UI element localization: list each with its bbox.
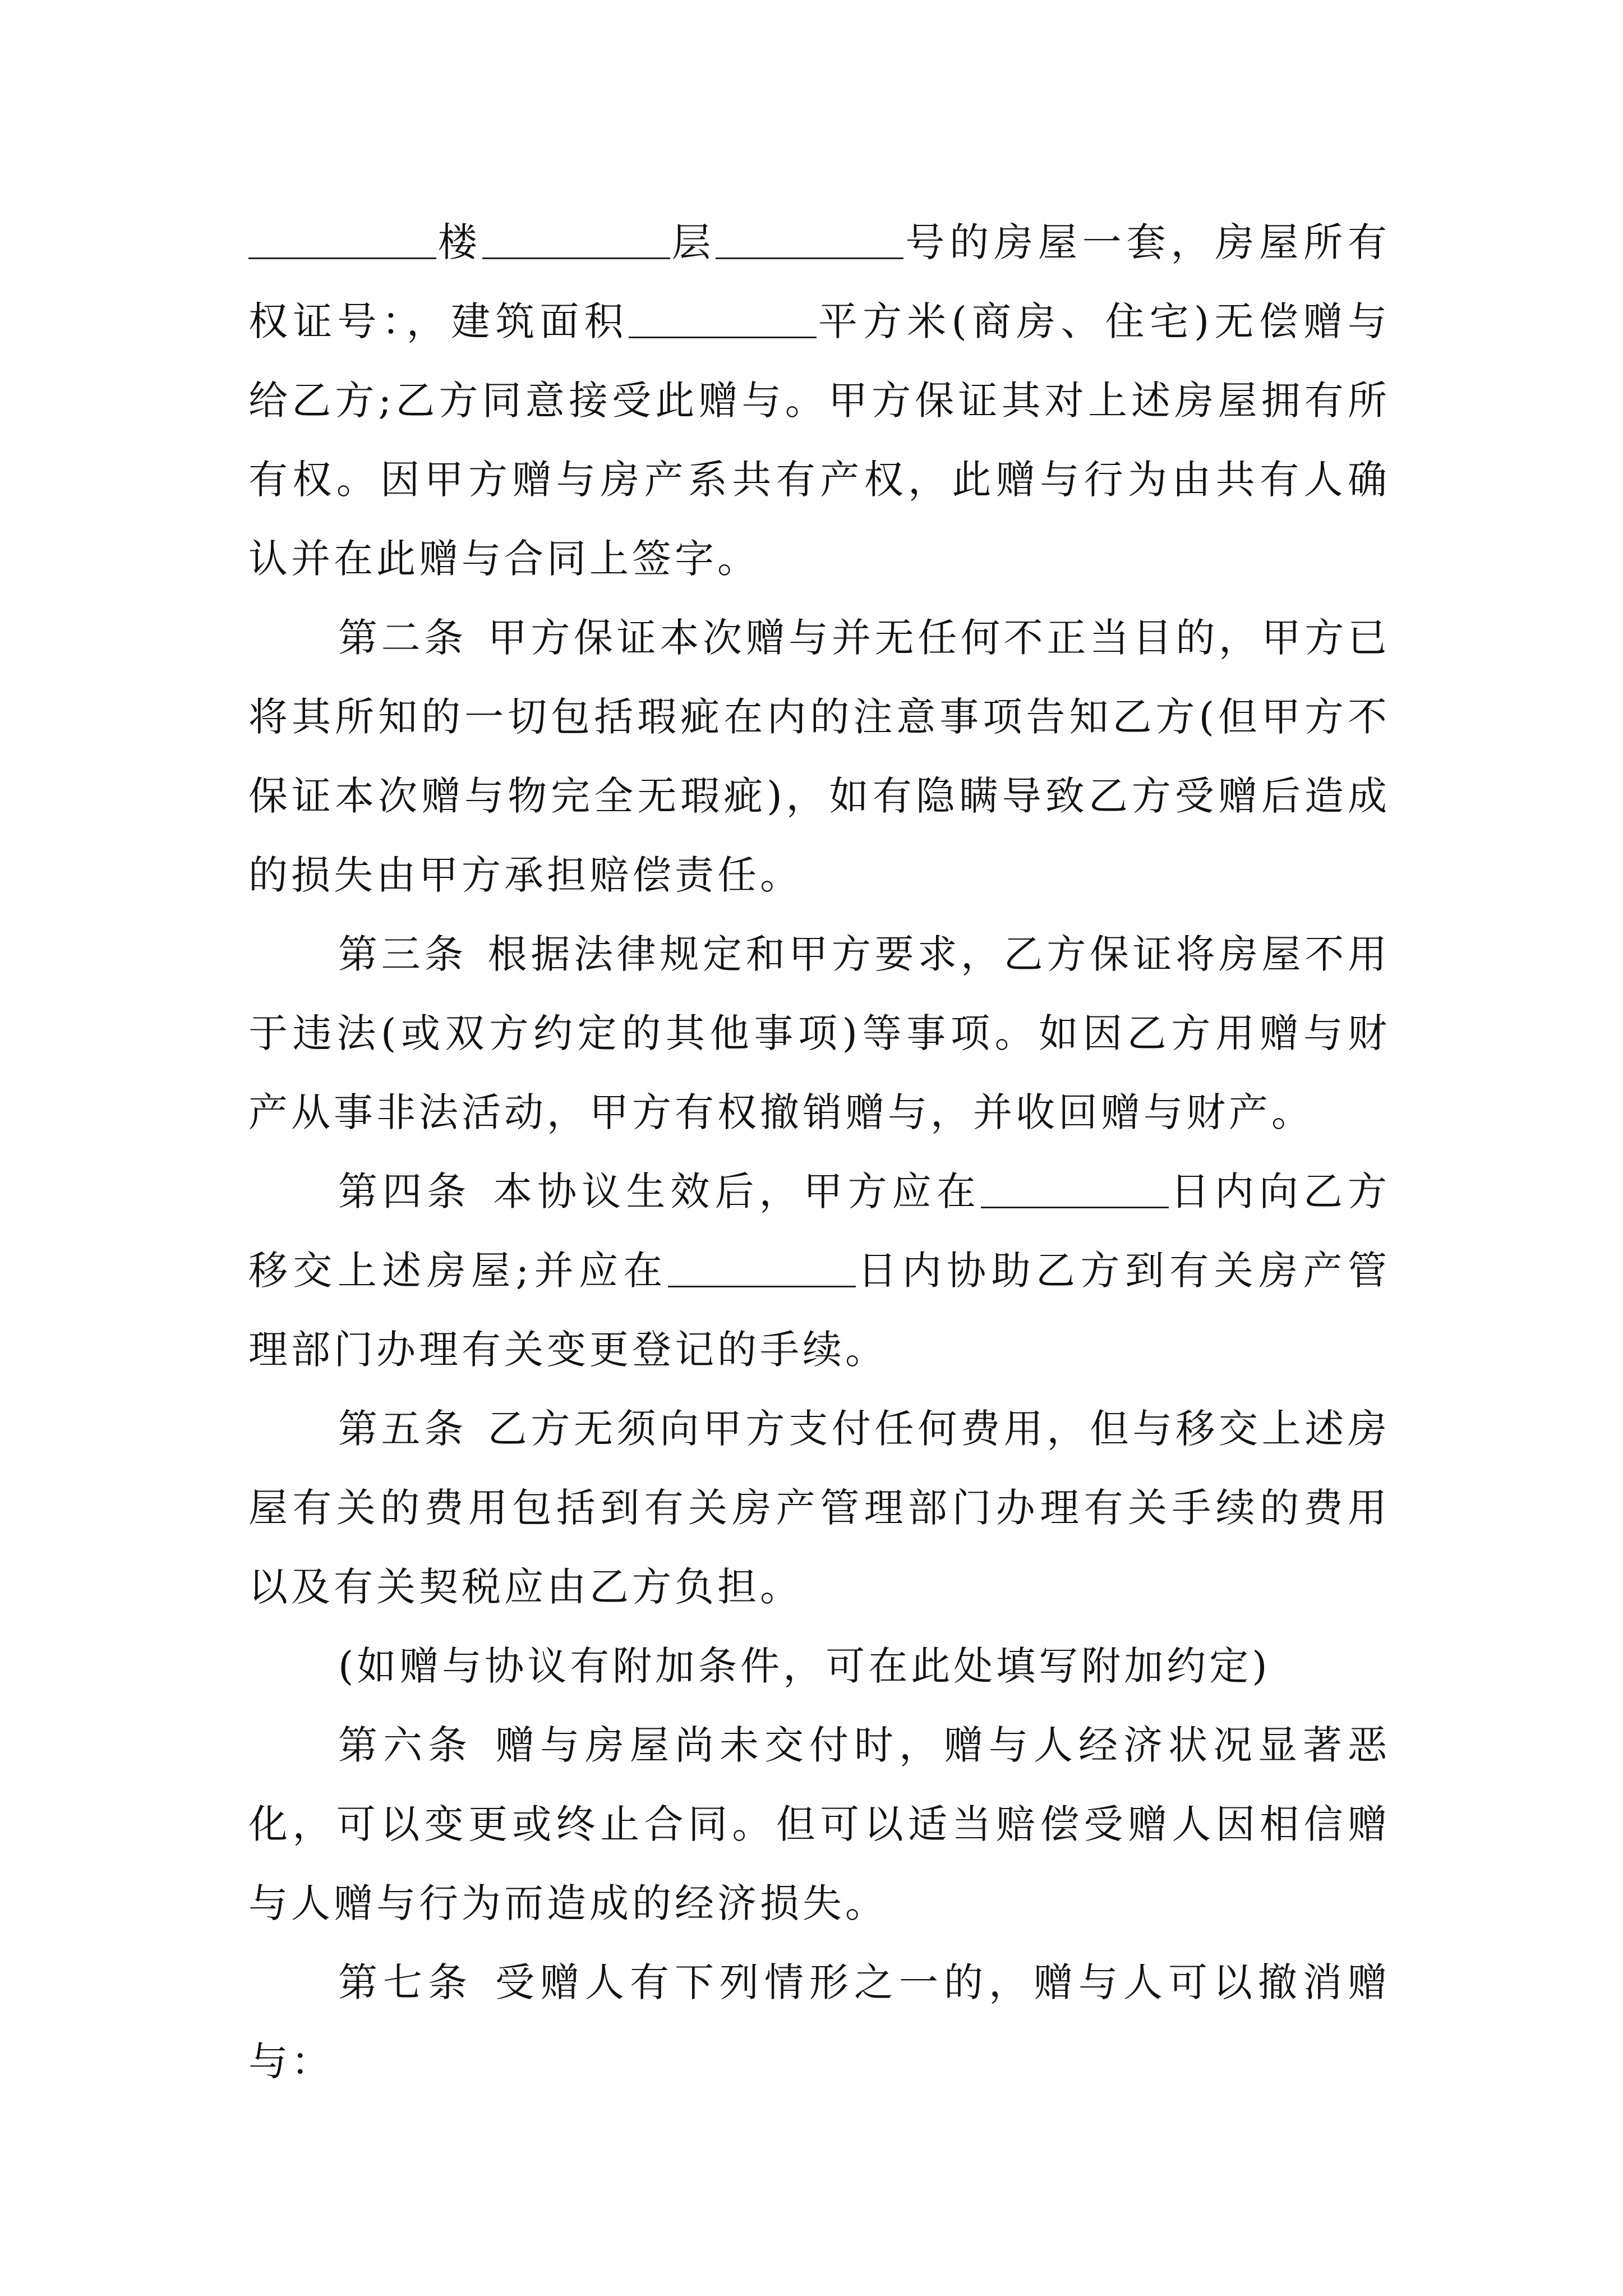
article-5 bbox=[248, 1389, 1390, 1627]
article-5-label: 第五条 bbox=[338, 1406, 467, 1452]
blank-room-number bbox=[716, 219, 903, 259]
article-3-text: 根据法律规定和甲方要求，乙方保证将房屋不用于违法(或双方约定的其他事项)等事项。如因乙方用赠与财产从事非法活动，甲方有权撤销赠与，并收回赠与财产。 bbox=[248, 931, 1390, 1135]
article-7-text: 受赠人有下列情形之一的，赠与人可以撤消赠与： bbox=[248, 1959, 1390, 2085]
article-6-text: 赠与房屋尚未交付时，赠与人经济状况显著恶化，可以变更或终止合同。但可以适当赔偿受赠人因相信赠与人赠与行为而造成的经济损失。 bbox=[248, 1722, 1390, 1926]
blank-handover-days bbox=[981, 1168, 1169, 1208]
article-3-label: 第三条 bbox=[338, 931, 467, 977]
blank-registration-days bbox=[668, 1248, 856, 1287]
blank-floor bbox=[482, 219, 670, 259]
supplementary-note: (如赠与协议有附加条件，可在此处填写附加约定) bbox=[338, 1643, 1271, 1689]
article-2-label: 第二条 bbox=[338, 615, 467, 661]
article-3 bbox=[248, 915, 1390, 1152]
blank-area bbox=[629, 298, 817, 338]
contract-body bbox=[248, 203, 1390, 2101]
article-7 bbox=[248, 1943, 1390, 2101]
article-4-label: 第四条 bbox=[338, 1168, 472, 1214]
article-2 bbox=[248, 599, 1390, 915]
blank-building bbox=[248, 219, 436, 259]
article-5-text: 乙方无须向甲方支付任何费用，但与移交上述房屋有关的费用包括到有关房产管理部门办理有关手续的费用以及有关契税应由乙方负担。 bbox=[248, 1406, 1390, 1610]
article-6-label: 第六条 bbox=[338, 1722, 473, 1768]
article-6 bbox=[248, 1706, 1390, 1943]
article-7-label: 第七条 bbox=[338, 1959, 473, 2005]
paragraph-property-description: 楼 层 号的房屋一套，房屋所有权证号：，建筑面积 平方米(商房、住宅)无偿赠与给乙方;乙方同意接受此赠与。甲方保证其对上述房屋拥有所有权。因甲方赠与房产系共有产权，此赠与行为由共有人确认并在此赠与合同上签字。 bbox=[248, 219, 1391, 582]
article-4: 第四条 本协议生效后，甲方应在 日内向乙方移交上述房屋;并应在 日内协助乙方到有关房产管理部门办理有关变更登记的手续。 bbox=[248, 1168, 1391, 1373]
article-2-text: 甲方保证本次赠与并无任何不正当目的，甲方已将其所知的一切包括瑕疵在内的注意事项告知乙方(但甲方不保证本次赠与物完全无瑕疵)，如有隐瞒导致乙方受赠后造成的损失由甲方承担赔偿责任。 bbox=[248, 615, 1390, 898]
